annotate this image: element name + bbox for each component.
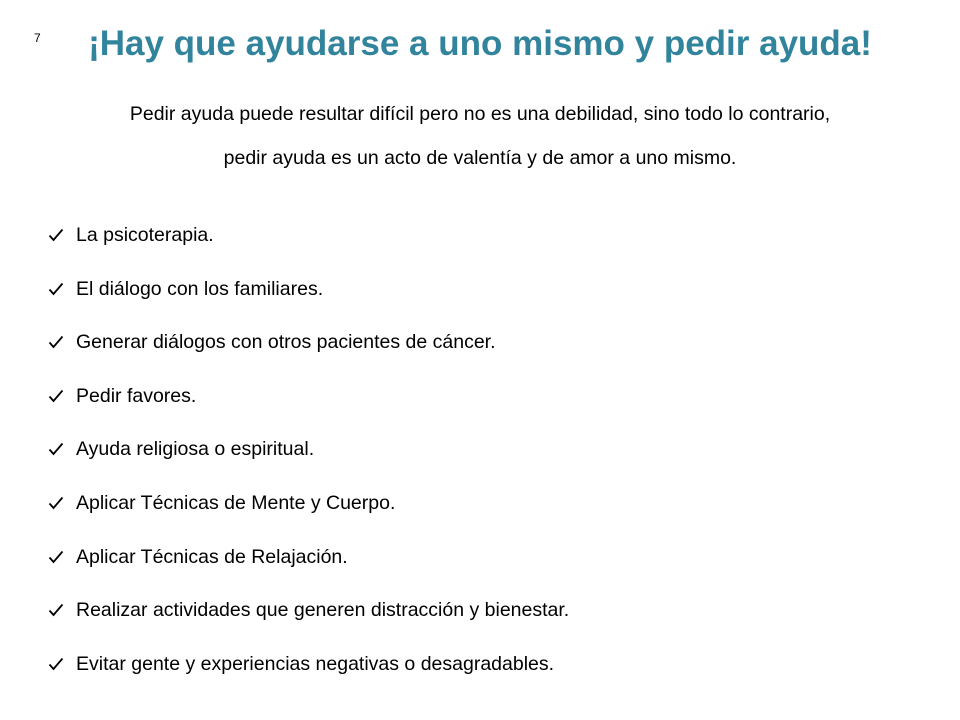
slide-title: ¡Hay que ayudarse a uno mismo y pedir ayuda! (88, 24, 872, 63)
check-icon (48, 442, 64, 456)
intro-line-2: pedir ayuda es un acto de valentía y de amor a uno mismo. (223, 147, 737, 169)
slide-number: 7 (34, 31, 41, 45)
intro-paragraph (40, 92, 920, 180)
list-item (48, 429, 569, 483)
list-item-text: La psicoterapia. (76, 224, 214, 246)
check-icon (48, 603, 64, 617)
list-item (48, 644, 569, 698)
check-icon (48, 335, 64, 349)
list-item-text: Pedir favores. (76, 384, 197, 407)
check-icon (48, 657, 64, 671)
list-item (48, 376, 569, 430)
list-item (48, 590, 569, 644)
list-item-text: Evitar gente y experiencias negativas o desagradables. (76, 652, 555, 675)
help-options-list (48, 215, 569, 697)
list-item (48, 322, 569, 376)
check-icon (48, 282, 64, 296)
list-item (48, 215, 569, 269)
list-item-text: Aplicar Técnicas de Relajación. (76, 545, 348, 568)
check-icon (48, 228, 64, 242)
list-item-text: Ayuda religiosa o espiritual. (76, 438, 315, 461)
list-item (48, 537, 569, 591)
list-item (48, 483, 569, 537)
list-item (48, 269, 569, 323)
list-item-text: El diálogo con los familiares. (76, 277, 324, 300)
check-icon (48, 496, 64, 510)
intro-line-1: Pedir ayuda puede resultar difícil pero no es una debilidad, sino todo lo contrario, (129, 103, 831, 125)
list-item-text: Generar diálogos con otros pacientes de cáncer. (76, 331, 496, 354)
list-item-text: Realizar actividades que generen distracción y bienestar. (76, 599, 570, 622)
list-item-text: Aplicar Técnicas de Mente y Cuerpo. (76, 491, 396, 514)
check-icon (48, 550, 64, 564)
check-icon (48, 389, 64, 403)
